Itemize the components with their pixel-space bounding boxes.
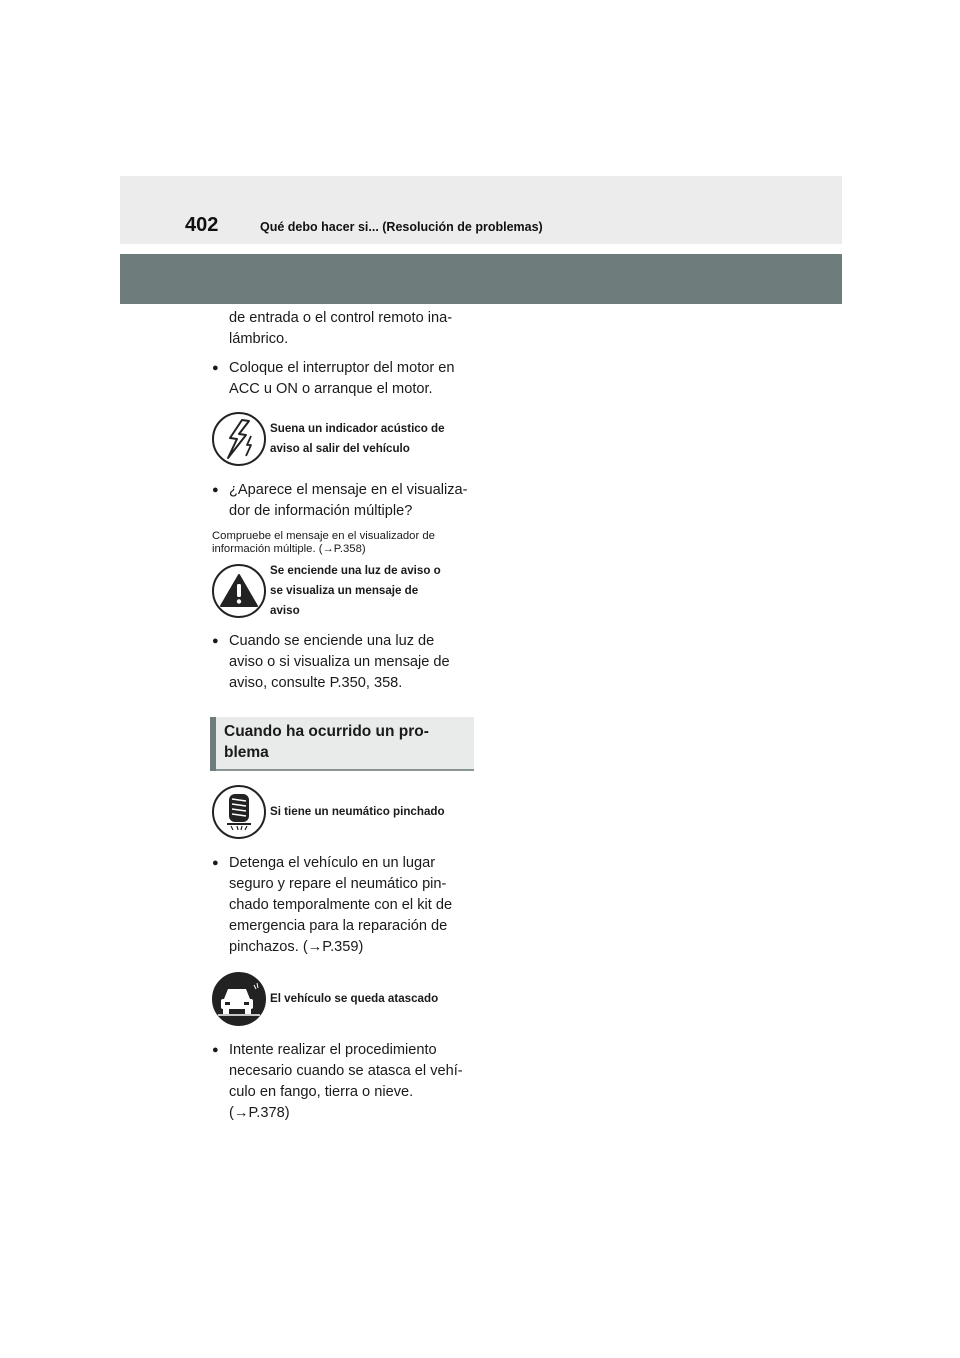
bullet-engine: ● Coloque el interruptor del motor en ACC u ON o arranque el motor. — [212, 358, 474, 400]
icon-row-tire — [212, 785, 474, 839]
icon-row-stuck — [212, 972, 474, 1026]
bullet-message: ● ¿Aparece el mensaje en el visualiza- dor de información múltiple? — [212, 480, 474, 522]
icon-label-warning: Se enciende una luz de aviso o se visualiza un mensaje de aviso — [270, 564, 441, 617]
bullet-tire: ● Detenga el vehículo en un lugar seguro y repare el neumático pin- chado temporalmente con el kit de emergencia para la reparación de pinchazos. (→P.359) — [212, 853, 474, 958]
section-bar — [120, 254, 842, 304]
icon-label-stuck: El vehículo se queda atascado — [270, 992, 439, 1005]
running-title: Qué debo hacer si... (Resolución de problemas) — [260, 220, 543, 234]
icon-row-buzzer — [212, 412, 474, 466]
flat-tire-icon — [212, 785, 266, 839]
warning-triangle-icon — [212, 564, 266, 618]
content-column — [212, 305, 474, 1124]
stuck-car-icon — [212, 972, 266, 1026]
lightning-icon — [212, 412, 266, 466]
icon-label-buzzer: Suena un indicador acústico de aviso al salir del vehículo — [270, 422, 445, 455]
icon-row-warning — [212, 561, 474, 621]
bullet-stuck: ● Intente realizar el procedimiento necesario cuando se atasca el vehí- culo en fango, tierra o nieve. (→P.378) — [212, 1040, 474, 1124]
note-message: Compruebe el mensaje en el visualizador de información múltiple. (→P.358) — [212, 530, 435, 555]
section-heading: Cuando ha ocurrido un pro- blema — [210, 717, 474, 771]
icon-label-tire: Si tiene un neumático pinchado — [270, 805, 445, 818]
bullet-warning: ● Cuando se enciende una luz de aviso o si visualiza un mensaje de aviso, consulte P.350, 358. — [212, 631, 474, 694]
page-number: 402 — [185, 214, 219, 236]
continued-text: de entrada o el control remoto ina- lámbrico. — [229, 310, 453, 347]
